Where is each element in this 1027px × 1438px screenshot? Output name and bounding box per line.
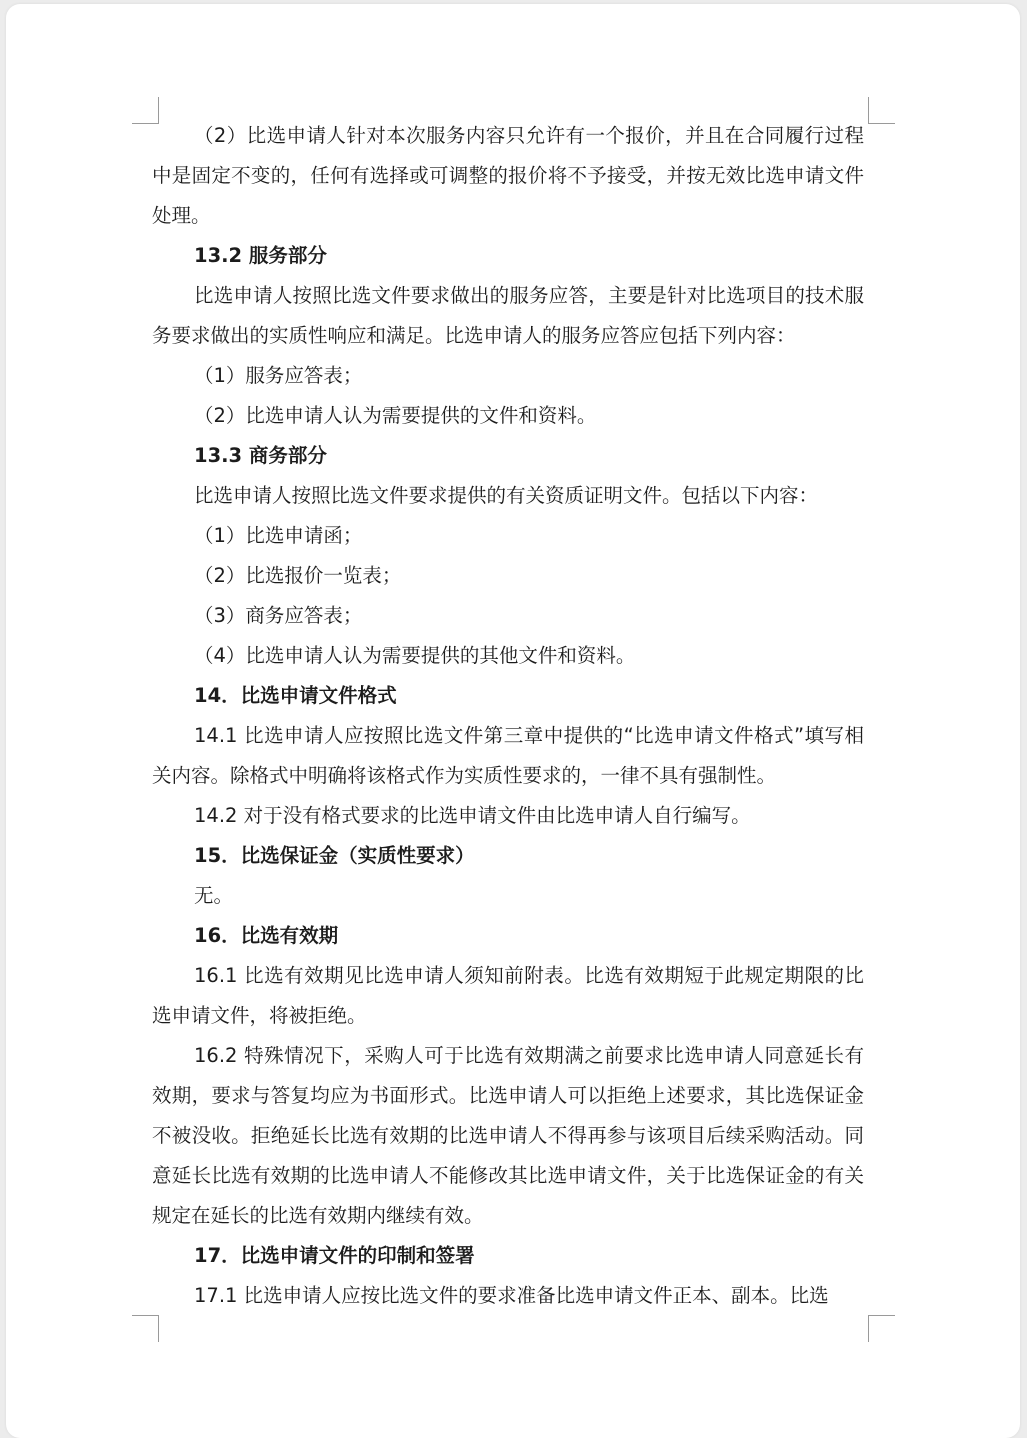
section-heading: 17．比选申请文件的印制和签署 [194, 1244, 475, 1267]
paragraph: 14.1 比选申请人应按照比选文件第三章中提供的“比选申请文件格式”填写相关内容。除格式中明确将该格式作为实质性要求的，一律不具有强制性。 [152, 724, 864, 787]
section-heading: 14．比选申请文件格式 [194, 684, 397, 707]
list-item: （1）比选申请函； [194, 524, 363, 547]
paragraph: 比选申请人按照比选文件要求提供的有关资质证明文件。包括以下内容： [194, 484, 819, 507]
paragraph: 16.2 特殊情况下，采购人可于比选有效期满之前要求比选申请人同意延长有效期，要求与答复均应为书面形式。比选申请人可以拒绝上述要求，其比选保证金不被没收。拒绝延长比选有效期的比选申请人不得再参与该项目后续采购活动。同意延长比选有效期的比选申请人不能修改其比选申请文件，关于比选保证金的有关规定在延长的比选有效期内继续有效。 [152, 1044, 864, 1227]
list-item: （2）比选报价一览表； [194, 564, 402, 587]
crop-mark-top-right [868, 97, 895, 124]
paragraph: 14.2 对于没有格式要求的比选申请文件由比选申请人自行编写。 [194, 804, 751, 827]
section-heading: 13.2 服务部分 [194, 244, 327, 267]
list-item: （2）比选申请人认为需要提供的文件和资料。 [194, 404, 597, 427]
section-heading: 16．比选有效期 [194, 924, 339, 947]
section-heading: 13.3 商务部分 [194, 444, 327, 467]
crop-mark-bottom-right [868, 1315, 895, 1342]
list-item: （1）服务应答表； [194, 364, 363, 387]
paragraph: （2）比选申请人针对本次服务内容只允许有一个报价，并且在合同履行过程中是固定不变的，任何有选择或可调整的报价将不予接受，并按无效比选申请文件处理。 [152, 124, 864, 227]
section-heading: 15．比选保证金（实质性要求） [194, 844, 475, 867]
list-item: （3）商务应答表； [194, 604, 363, 627]
paragraph: 17.1 比选申请人应按比选文件的要求准备比选申请文件正本、副本。比选 [194, 1284, 829, 1307]
paragraph: 16.1 比选有效期见比选申请人须知前附表。比选有效期短于此规定期限的比选申请文件，将被拒绝。 [152, 964, 864, 1027]
crop-mark-bottom-left [132, 1315, 159, 1342]
list-item: （4）比选申请人认为需要提供的其他文件和资料。 [194, 644, 636, 667]
paragraph: 无。 [194, 884, 234, 907]
paragraph: 比选申请人按照比选文件要求做出的服务应答，主要是针对比选项目的技术服务要求做出的实质性响应和满足。比选申请人的服务应答应包括下列内容： [152, 284, 864, 347]
document-body [152, 116, 864, 1316]
